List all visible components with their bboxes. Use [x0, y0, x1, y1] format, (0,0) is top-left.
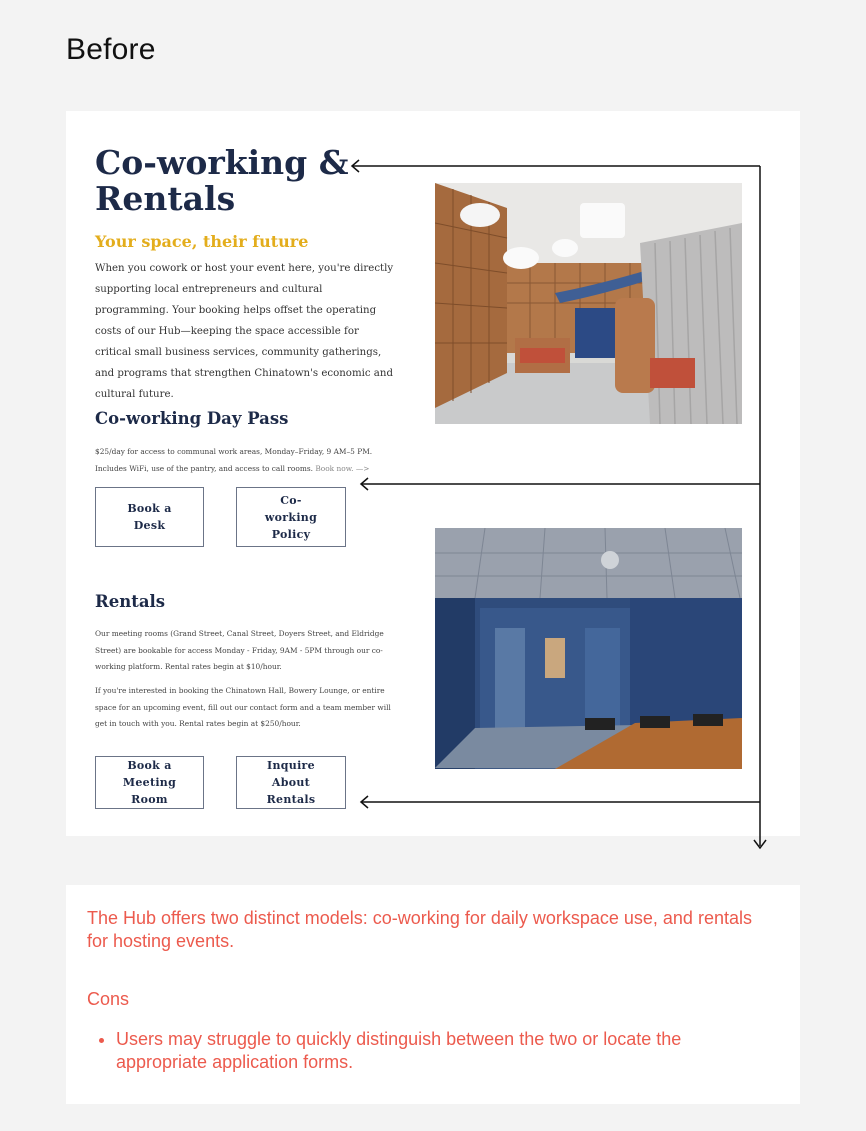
book-meeting-room-label: Book a Meeting Room	[122, 759, 177, 806]
rentals-paragraph-1: Our meeting rooms (Grand Street, Canal Street, Doyers Street, and Eldridge Street) are bookable for access Monday - Friday, 9AM - 5PM through our co-working platform. Rental rates begin at $10/hour.	[95, 629, 384, 671]
book-a-desk-label: Book a Desk	[127, 502, 172, 532]
note-summary: The Hub offers two distinct models: co-working for daily workspace use, and rentals for hosting events.	[87, 908, 752, 951]
coworking-space-photo	[435, 183, 742, 424]
cons-label: Cons	[87, 989, 130, 1009]
coworking-policy-button[interactable]	[236, 487, 346, 547]
tagline: Your space, their future	[95, 232, 309, 251]
page-heading: Before	[66, 33, 156, 66]
coworking-policy-label: Co-working Policy	[264, 493, 318, 541]
coworking-heading: Co-working Day Pass	[95, 409, 289, 428]
annotation-note	[66, 885, 800, 1104]
website-screenshot-card	[66, 111, 800, 836]
coworking-description-text: $25/day for access to communal work areas, Monday–Friday, 9 AM–5 PM. Includes WiFi, use of the pantry, and access to call rooms.	[95, 447, 373, 473]
coworking-description	[95, 444, 405, 477]
meeting-room-photo	[435, 528, 742, 769]
intro-paragraph: When you cowork or host your event here, you're directly supporting local entrepreneurs and cultural programming. Your booking helps offset the operating costs of our Hub—keeping the space accessible for critical small business services, community gatherings, and programs that strengthen Chinatown's economic and cultural future.	[95, 263, 394, 400]
cons-item: • Users may struggle to quickly distinguish between the two or locate the appropriate application forms.	[116, 1028, 766, 1074]
page-title: Co-working & Rentals	[95, 143, 349, 218]
rentals-paragraph-2: If you're interested in booking the Chinatown Hall, Bowery Lounge, or entire space for an upcoming event, fill out our contact form and a team member will get in touch with you. Rental rates begin at $250/hour.	[95, 686, 391, 728]
book-a-desk-button[interactable]	[95, 487, 204, 547]
inquire-rentals-button[interactable]	[236, 756, 346, 809]
inquire-rentals-label: Inquire About Rentals	[266, 759, 316, 806]
cons-list	[66, 1028, 766, 1074]
rentals-heading: Rentals	[95, 592, 166, 611]
book-now-link[interactable]: Book now. —>	[315, 463, 370, 473]
book-meeting-room-button[interactable]	[95, 756, 204, 809]
